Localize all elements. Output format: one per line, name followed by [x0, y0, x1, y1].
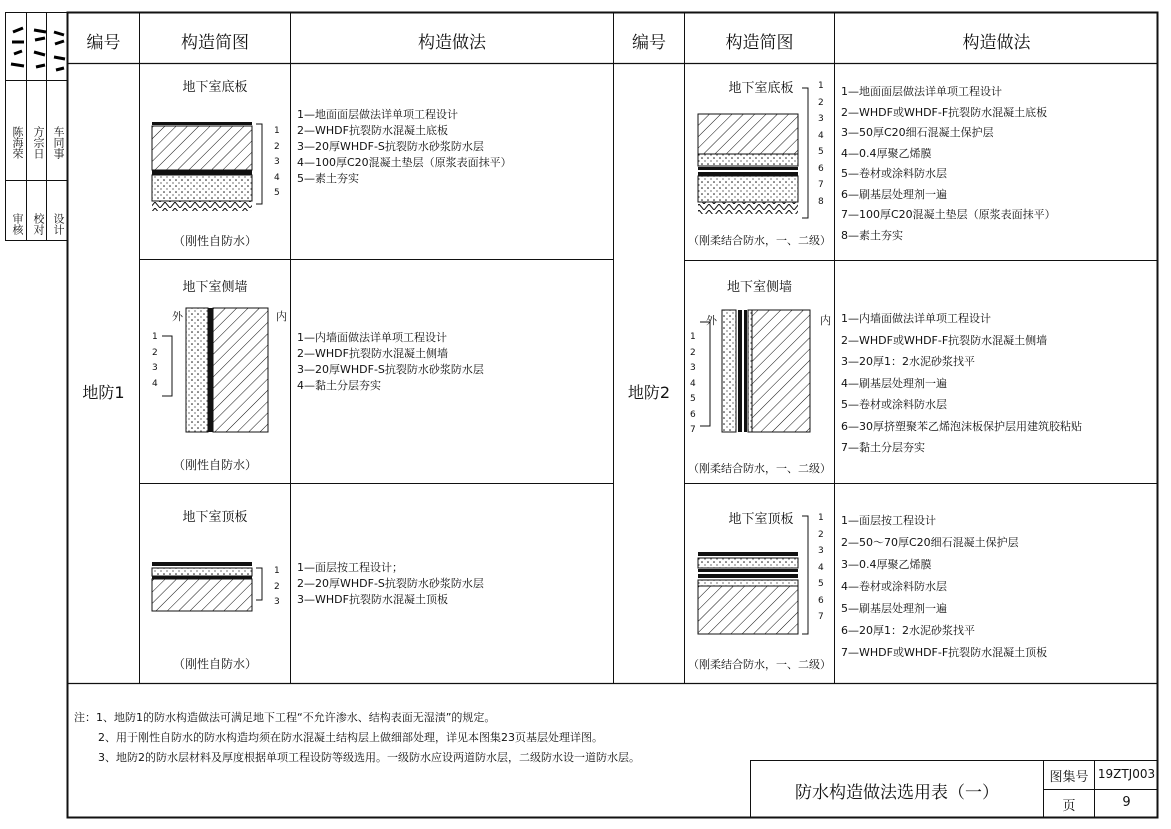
- layer-number: 2: [690, 347, 696, 358]
- roof-section-diagram: [694, 512, 834, 642]
- layer-number-list: [690, 330, 696, 439]
- layer-item: 1—内墙面做法详单项工程设计: [297, 331, 447, 344]
- note-item: 注：1、地防1的防水构造做法可满足地下工程“不允许渗水、结构表面无湿渍”的规定。: [74, 711, 496, 724]
- approval-role-review: 审核: [11, 213, 24, 235]
- header-diagram-right: 构造简图: [725, 33, 794, 53]
- layer-number: 8: [818, 196, 824, 207]
- diagram-title: 地下室底板: [182, 80, 248, 95]
- layer-item: 1—面层按工程设计；: [297, 561, 403, 574]
- outside-label: 外: [706, 314, 717, 327]
- approval-name-1: 陈海荣: [11, 125, 24, 159]
- approval-name-3: 车同事: [52, 125, 65, 159]
- layer-item: 1—内墙面做法详单项工程设计: [841, 312, 991, 325]
- layer-number: 4: [818, 562, 824, 573]
- approval-block: [5, 12, 67, 240]
- layer-number: 2: [152, 347, 158, 358]
- diagram-title: 地下室侧墙: [182, 280, 248, 295]
- layer-number: 1: [274, 126, 280, 136]
- layer-number: 2: [818, 529, 824, 540]
- layer-item: 7—WHDF或WHDF-F抗裂防水混凝土顶板: [841, 646, 1048, 659]
- layer-item: 3—20厚WHDF-S抗裂防水砂浆防水层: [297, 363, 484, 376]
- layer-list: [297, 560, 484, 608]
- layer-number: 6: [818, 595, 824, 606]
- layer-item: 2—WHDF或WHDF-F抗裂防水混凝土底板: [841, 105, 1048, 119]
- layer-number: 4: [152, 378, 158, 389]
- layer-number: 4: [274, 172, 280, 183]
- wall-section-diagram: [148, 306, 278, 436]
- diagram-caption: （刚性自防水）: [172, 458, 257, 472]
- diagram-title: 地下室顶板: [728, 512, 794, 527]
- layer-item: 3—20厚WHDF-S抗裂防水砂浆防水层: [297, 140, 484, 153]
- approval-name-2: 方宗日: [32, 125, 45, 159]
- layer-item: 5—素土夯实: [297, 172, 359, 185]
- layer-item: 2—WHDF抗裂防水混凝土底板: [297, 124, 448, 137]
- inside-label: 内: [820, 314, 831, 327]
- layer-number: 5: [690, 394, 696, 404]
- layer-number: 2: [274, 581, 280, 592]
- layer-item: 7—黏土分层夯实: [841, 441, 925, 454]
- layer-item: 5—刷基层处理剂一遍: [841, 602, 947, 615]
- layer-number: 1: [818, 81, 824, 91]
- layer-list: [841, 510, 1047, 664]
- diagram-title: 地下室顶板: [182, 510, 248, 525]
- layer-item: 4—刷基层处理剂一遍: [841, 376, 947, 390]
- layer-number: 3: [152, 363, 158, 373]
- diagram-caption: （刚柔结合防水，一、二级）: [688, 462, 831, 475]
- layer-number-list: [274, 124, 280, 202]
- layer-number: 3: [690, 363, 696, 373]
- diagram-caption: （刚柔结合防水，一、二级）: [688, 234, 831, 247]
- group-label-2: 地防2: [627, 383, 671, 402]
- page-number: 9: [1122, 795, 1131, 810]
- approval-role-design: 设计: [52, 213, 65, 235]
- layer-number: 5: [818, 579, 824, 589]
- layer-item: 4—0.4厚聚乙烯膜: [841, 146, 932, 160]
- layer-number-list: [152, 330, 158, 392]
- layer-number: 1: [690, 332, 696, 342]
- layer-item: 4—卷材或涂料防水层: [841, 580, 947, 593]
- diagram-title: 地下室侧墙: [726, 280, 792, 295]
- layer-number: 6: [818, 163, 824, 174]
- signature-marks: [5, 12, 67, 80]
- layer-number: 7: [818, 180, 824, 190]
- diagram-caption: （刚性自防水）: [172, 657, 257, 671]
- layer-number: 3: [274, 157, 280, 167]
- outside-label: 外: [172, 310, 183, 323]
- inside-label: 内: [276, 310, 287, 323]
- diagram-caption: （刚性自防水）: [172, 234, 257, 248]
- layer-number: 5: [274, 188, 280, 198]
- notes: [74, 708, 640, 768]
- layer-number-list: [818, 78, 824, 210]
- drawing-title: 防水构造做法选用表（一）: [795, 783, 999, 803]
- roof-section-diagram: [150, 560, 280, 620]
- layer-item: 3—20厚1：2水泥砂浆找平: [841, 355, 975, 368]
- layer-number: 1: [152, 332, 158, 342]
- layer-number-list: [818, 510, 824, 626]
- layer-item: 2—WHDF抗裂防水混凝土侧墙: [297, 347, 448, 360]
- header-id-left: 编号: [86, 33, 121, 53]
- floor-section-diagram: [694, 84, 834, 224]
- floor-section-diagram: [150, 118, 290, 218]
- layer-item: 6—20厚1：2水泥砂浆找平: [841, 624, 975, 637]
- layer-item: 4—黏土分层夯实: [297, 379, 381, 392]
- header-method-left: 构造做法: [418, 33, 486, 53]
- layer-item: 2—20厚WHDF-S抗裂防水砂浆防水层: [297, 577, 484, 590]
- layer-number: 7: [818, 612, 824, 622]
- layer-item: 1—面层按工程设计: [841, 514, 936, 527]
- layer-number: 1: [818, 513, 824, 523]
- layer-item: 1—地面面层做法详单项工程设计: [841, 85, 1002, 98]
- layer-number: 3: [818, 546, 824, 556]
- header-id-right: 编号: [632, 33, 666, 53]
- layer-item: 6—刷基层处理剂一遍: [841, 187, 947, 201]
- atlas-number: 19ZTJ003: [1097, 767, 1156, 781]
- layer-item: 2—50～70厚C20细石混凝土保护层: [841, 536, 1019, 549]
- layer-item: 3—50厚C20细石混凝土保护层: [841, 126, 994, 139]
- layer-item: 3—WHDF抗裂防水混凝土顶板: [297, 593, 448, 606]
- diagram-caption: （刚柔结合防水，一、二级）: [688, 658, 831, 671]
- layer-number: 2: [818, 97, 824, 108]
- layer-list: [841, 308, 1082, 459]
- layer-item: 3—0.4厚聚乙烯膜: [841, 558, 932, 571]
- group-label-1: 地防1: [82, 383, 125, 402]
- layer-number: 4: [690, 378, 696, 389]
- layer-item: 5—卷材或涂料防水层: [841, 398, 947, 411]
- layer-item: 5—卷材或涂料防水层: [841, 167, 947, 180]
- header-method-right: 构造做法: [962, 33, 1031, 53]
- layer-item: 6—30厚挤塑聚苯乙烯泡沫板保护层用建筑胶粘贴: [841, 419, 1082, 433]
- layer-list: [297, 330, 484, 394]
- approval-role-check: 校对: [32, 213, 45, 235]
- diagram-title: 地下室底板: [728, 81, 794, 96]
- note-item: 3、地防2的防水层材料及厚度根据单项工程设防等级选用。一级防水应设两道防水层，二级防水设一道防水层。: [98, 751, 640, 764]
- layer-number: 5: [818, 147, 824, 157]
- layer-item: 1—地面面层做法详单项工程设计: [297, 108, 458, 121]
- layer-number: 1: [274, 566, 280, 576]
- layer-number: 2: [274, 141, 280, 152]
- atlas-label: 图集号: [1049, 770, 1089, 785]
- layer-number: 4: [818, 130, 824, 141]
- layer-item: 7—100厚C20混凝土垫层（原浆表面抹平）: [841, 208, 1056, 221]
- layer-number: 3: [818, 114, 824, 124]
- layer-item: 8—素土夯实: [841, 228, 903, 242]
- note-item: 2、用于刚性自防水的防水构造均须在防水混凝土结构层上做细部处理，详见本图集23页基层处理详图。: [98, 731, 603, 744]
- layer-item: 4—100厚C20混凝土垫层（原浆表面抹平）: [297, 156, 512, 169]
- layer-item: 2—WHDF或WHDF-F抗裂防水混凝土侧墙: [841, 333, 1048, 347]
- layer-number-list: [274, 564, 280, 611]
- layer-list: [841, 82, 1056, 246]
- header-diagram-left: 构造简图: [181, 33, 249, 53]
- layer-number: 7: [690, 425, 696, 435]
- wall-section-diagram: [692, 308, 820, 438]
- page-label: 页: [1062, 799, 1076, 814]
- layer-list: [297, 107, 512, 187]
- layer-number: 3: [274, 597, 280, 607]
- layer-number: 6: [690, 409, 696, 420]
